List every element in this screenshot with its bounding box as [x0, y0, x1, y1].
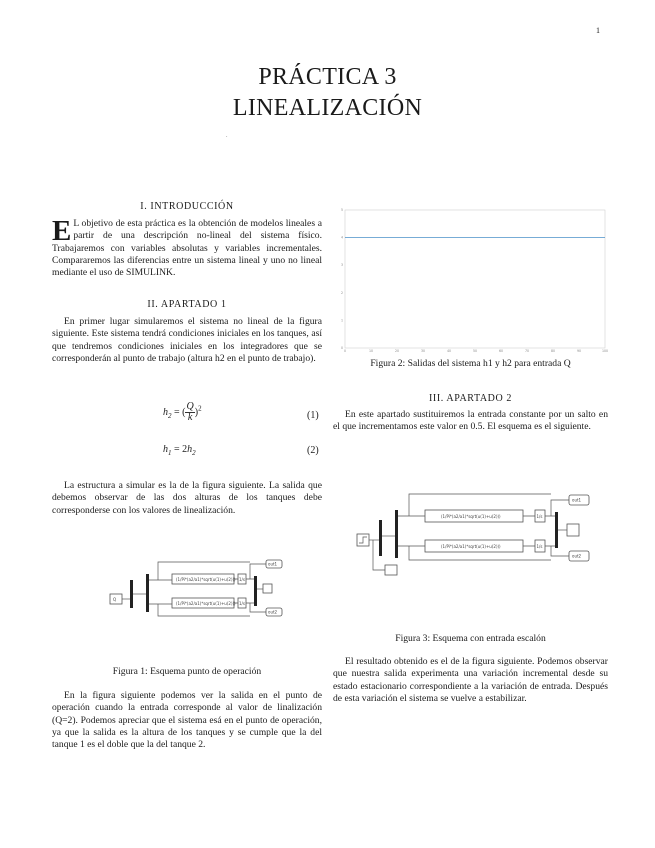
svg-text:(1/Pi*(a2/a1)*sqrt(u(1)+u(2))): (1/Pi*(a2/a1)*sqrt(u(1)+u(2)))	[441, 544, 501, 549]
figure-1-caption: Figura 1: Esquema punto de operación	[112, 666, 262, 677]
y-tick-label: 1	[340, 318, 343, 323]
x-tick-label: 10	[368, 349, 374, 353]
svg-text:(1/Pi*(a2/a1)*sqrt(u(1)+u(2))): (1/Pi*(a2/a1)*sqrt(u(1)+u(2)))	[441, 514, 501, 519]
x-tick-label: 80	[550, 349, 556, 353]
apartado1-paragraph-2: La estructura a simular es la de la figura siguiente. La salida que debemos observar de las dos alturas de los tanques debe corresponderse con los valores de linealización.	[52, 480, 322, 516]
title-dot: .	[226, 133, 228, 139]
y-tick-label: 0	[340, 346, 343, 350]
constant-label: Q	[113, 597, 117, 602]
chart-plot-area	[345, 210, 605, 348]
equation-1-number: (1)	[307, 410, 319, 421]
svg-text:1/s: 1/s	[536, 544, 543, 549]
svg-text:out1: out1	[268, 561, 278, 567]
svg-text:1/s: 1/s	[239, 601, 245, 606]
figure-3-diagram	[355, 490, 595, 580]
svg-text:(1/Pi*(a2/a1)*sqrt(u(1)+u(2))): (1/Pi*(a2/a1)*sqrt(u(1)+u(2)))	[176, 577, 236, 582]
intro-paragraph	[52, 215, 322, 279]
x-tick-label: 60	[498, 349, 504, 353]
x-tick-label: 0	[343, 349, 347, 353]
svg-text:1/s: 1/s	[536, 514, 543, 519]
y-tick-label: 4	[340, 235, 343, 240]
mux-block	[130, 580, 133, 608]
x-tick-label: 90	[576, 349, 582, 353]
chart-ticks	[341, 208, 608, 353]
mux-out	[555, 512, 558, 548]
y-tick-label: 5	[340, 208, 343, 212]
x-tick-label: 70	[524, 349, 530, 353]
svg-text:out2: out2	[572, 553, 582, 559]
section-heading-intro: I. INTRODUCCIÓN	[140, 201, 234, 212]
scope-block	[263, 584, 272, 593]
figure-1-diagram	[108, 558, 288, 618]
figure-2-chart	[333, 206, 608, 354]
mux-block	[379, 520, 382, 556]
demux-block	[395, 510, 398, 558]
apartado1-paragraph-3: En la figura siguiente podemos ver la salida en el punto de operación cuando la entrada corresponde al valor de linalización (Q=2). Podemos apreciar que el sistema esá en el punto de operación, ya que la salida es la altura de los tanques y se cumple que la del tanque 1 es el doble que la del tanque 2.	[52, 690, 322, 751]
chart-axes	[345, 210, 605, 348]
page-number: 1	[596, 26, 600, 35]
section-heading-apartado1: II. APARTADO 1	[147, 299, 227, 310]
x-tick-label: 50	[472, 349, 478, 353]
scope-block	[567, 524, 579, 536]
scope-input	[385, 565, 397, 575]
y-tick-label: 3	[340, 263, 343, 268]
svg-text:out2: out2	[268, 609, 278, 615]
title-line-2: LINEALIZACIÓN	[232, 95, 423, 121]
figure-2-caption: Figura 2: Salidas del sistema h1 y h2 para entrada Q	[370, 358, 571, 369]
svg-text:1/s: 1/s	[239, 577, 245, 582]
y-tick-label: 2	[340, 290, 343, 295]
section-heading-apartado2: III. APARTADO 2	[428, 393, 513, 404]
mux-out	[254, 576, 257, 606]
apartado1-paragraph-1: En primer lugar simularemos el sistema no lineal de la figura siguiente. Este sistema tendrá condiciones iniciales en los tanques, así que tendremos condiciones iniciales en los integradores que se corresponderán al punto de trabajo (altura h2 en el punto de trabajo).	[52, 316, 322, 364]
figure-3-caption: Figura 3: Esquema con entrada escalón	[395, 633, 546, 644]
x-tick-label: 40	[446, 349, 452, 353]
apartado2-paragraph-1: En este apartado sustituiremos la entrada constante por un salto en el que incrementamos este valor en 0.5. El esquema es el siguiente.	[333, 409, 608, 433]
dropcap: E	[52, 215, 72, 247]
x-tick-label: 30	[420, 349, 426, 353]
intro-text: L objetivo de esta práctica es la obtención de modelos lineales a partir de una descripción no-lineal del sistema físico. Trabajaremos con variables absolutas y variables incrementales. Compararemos las diferencias entre un sistema lineal y uno no lineal mediante el uso de SIMULINK.	[52, 218, 322, 279]
equation-2: $h_1 = 2h_2$	[163, 444, 196, 457]
x-tick-label: 100	[601, 349, 608, 353]
svg-text:out1: out1	[572, 497, 582, 503]
demux-block	[146, 574, 149, 612]
svg-text:(1/Pi*(a2/a1)*sqrt(u(1)+u(2))): (1/Pi*(a2/a1)*sqrt(u(1)+u(2)))	[176, 601, 236, 606]
apartado2-paragraph-2: El resultado obtenido es el de la figura siguiente. Podemos observar que nuestra salida experimenta una variación incremental desde su estado estacionario correspondiente a la variación de entrada. Después de esta variación el sistema se vuelve a estabilizar.	[333, 656, 608, 704]
title-line-1: PRÁCTICA 3	[258, 64, 397, 90]
equation-2-number: (2)	[307, 445, 319, 456]
x-tick-label: 20	[394, 349, 400, 353]
equation-1: $h_2$ = ( $\frac{Q}{k}$ )$^2$	[163, 401, 202, 423]
